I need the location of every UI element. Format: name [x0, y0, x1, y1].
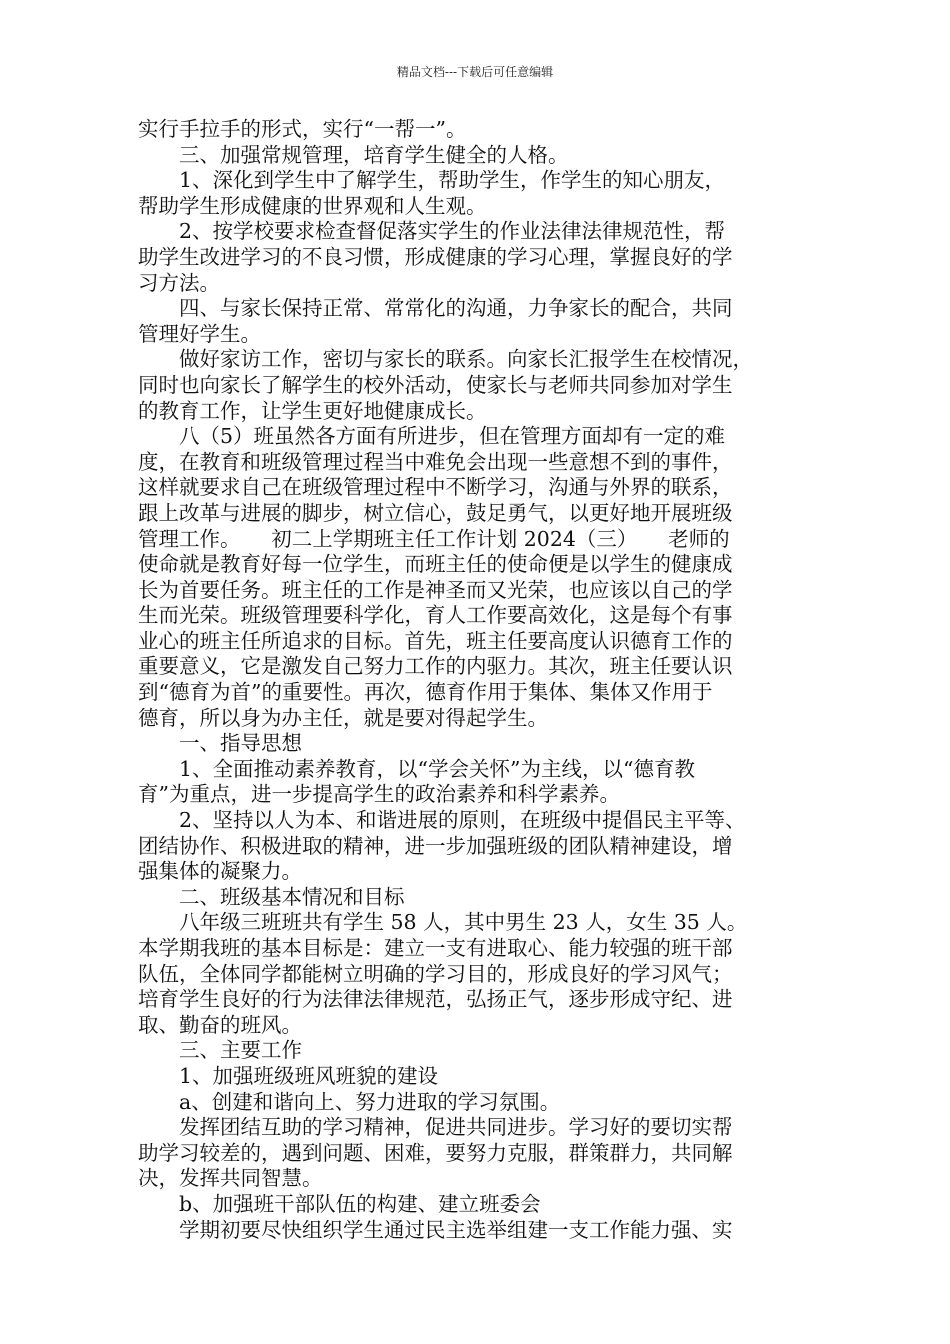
text-line: 四、与家长保持正常、常常化的沟通，力争家长的配合，共同: [138, 296, 733, 321]
text-line: 生而光荣。班级管理要科学化，育人工作要高效化，这是每个有事: [138, 603, 733, 628]
text-line: 学期初要尽快组织学生通过民主选举组建一支工作能力强、实: [138, 1217, 733, 1242]
text-line: 做好家访工作，密切与家长的联系。向家长汇报学生在校情况，: [138, 347, 753, 372]
text-line: 助学习较差的，遇到问题、困难，要努力克服，群策群力，共同解: [138, 1140, 733, 1165]
text-line: 强集体的凝聚力。: [138, 859, 302, 884]
text-line: 1、全面推动素养教育，以“学会关怀”为主线，以“德育教: [138, 756, 695, 781]
text-line: 习方法。: [138, 270, 220, 295]
text-line: 度，在教育和班级管理过程当中难免会出现一些意想不到的事件，: [138, 449, 733, 474]
text-line: 1、加强班级班风班貌的建设: [138, 1063, 439, 1088]
text-line: 管理好学生。: [138, 321, 261, 346]
text-line: 业心的班主任所追求的目标。首先，班主任要高度认识德育工作的: [138, 628, 733, 653]
text-line: 助学生改进学习的不良习惯，形成健康的学习心理，掌握良好的学: [138, 244, 733, 269]
text-line: 使命就是教育好每一位学生，而班主任的使命便是以学生的健康成: [138, 552, 733, 577]
text-line: 德育，所以身为办主任，就是要对得起学生。: [138, 705, 548, 730]
page-header: 精品文档---下载后可任意编辑: [396, 65, 554, 79]
text-line: 帮助学生形成健康的世界观和人生观。: [138, 193, 487, 218]
text-line: 团结协作、积极进取的精神，进一步加强班级的团队精神建设，增: [138, 833, 733, 858]
text-line: 跟上改革与进展的脚步，树立信心，鼓足勇气，以更好地开展班级: [138, 500, 733, 525]
text-line: 同时也向家长了解学生的校外活动，使家长与老师共同参加对学生: [138, 372, 733, 397]
text-line: 取、勤奋的班风。: [138, 1012, 302, 1037]
text-line: 本学期我班的基本目标是：建立一支有进取心、能力较强的班干部: [138, 936, 733, 960]
text-line: 2、坚持以人为本、和谐进展的原则，在班级中提倡民主平等、: [138, 808, 746, 833]
text-line: 培育学生良好的行为法律法律规范，弘扬正气，逐步形成守纪、进: [138, 987, 733, 1012]
text-line: a、创建和谐向上、努力进取的学习氛围。: [138, 1089, 561, 1114]
text-line: 2、按学校要求检查督促落实学生的作业法律法律规范性，帮: [138, 219, 726, 244]
text-line: 三、主要工作: [138, 1038, 302, 1063]
text-line: 实行手拉手的形式，实行“一帮一”。: [138, 117, 467, 141]
text-line: 的教育工作，让学生更好地健康成长。: [138, 398, 487, 423]
text-line: 八年级三班班共有学生 58 人，其中男生 23 人，女生 35 人。: [138, 910, 748, 935]
text-line: 队伍，全体同学都能树立明确的学习目的，形成良好的学习风气；: [138, 961, 733, 986]
text-line: 发挥团结互助的学习精神，促进共同进步。学习好的要切实帮: [138, 1115, 733, 1140]
text-line: 管理工作。 初二上学期班主任工作计划 2024（三） 老师的: [138, 526, 730, 551]
text-line: 三、加强常规管理，培育学生健全的人格。: [138, 142, 569, 167]
text-line: 决，发挥共同智慧。: [138, 1166, 323, 1191]
text-line: 育”为重点，进一步提高学生的政治素养和科学素养。: [138, 782, 620, 807]
text-line: 一、指导思想: [138, 731, 302, 756]
text-line: 到“德育为首”的重要性。再次，德育作用于集体、集体又作用于: [138, 680, 713, 705]
text-line: 长为首要任务。班主任的工作是神圣而又光荣，也应该以自己的学: [138, 577, 733, 602]
text-line: 重要意义，它是激发自己努力工作的内驱力。其次，班主任要认识: [138, 654, 733, 679]
text-line: 1、深化到学生中了解学生，帮助学生，作学生的知心朋友，: [138, 168, 726, 193]
text-line: b、加强班干部队伍的构建、建立班委会: [138, 1191, 541, 1216]
text-line: 八（5）班虽然各方面有所进步，但在管理方面却有一定的难: [138, 424, 726, 449]
text-line: 二、班级基本情况和目标: [138, 884, 405, 909]
text-line: 这样就要求自己在班级管理过程中不断学习，沟通与外界的联系，: [138, 475, 733, 500]
document-body: [138, 117, 814, 1243]
